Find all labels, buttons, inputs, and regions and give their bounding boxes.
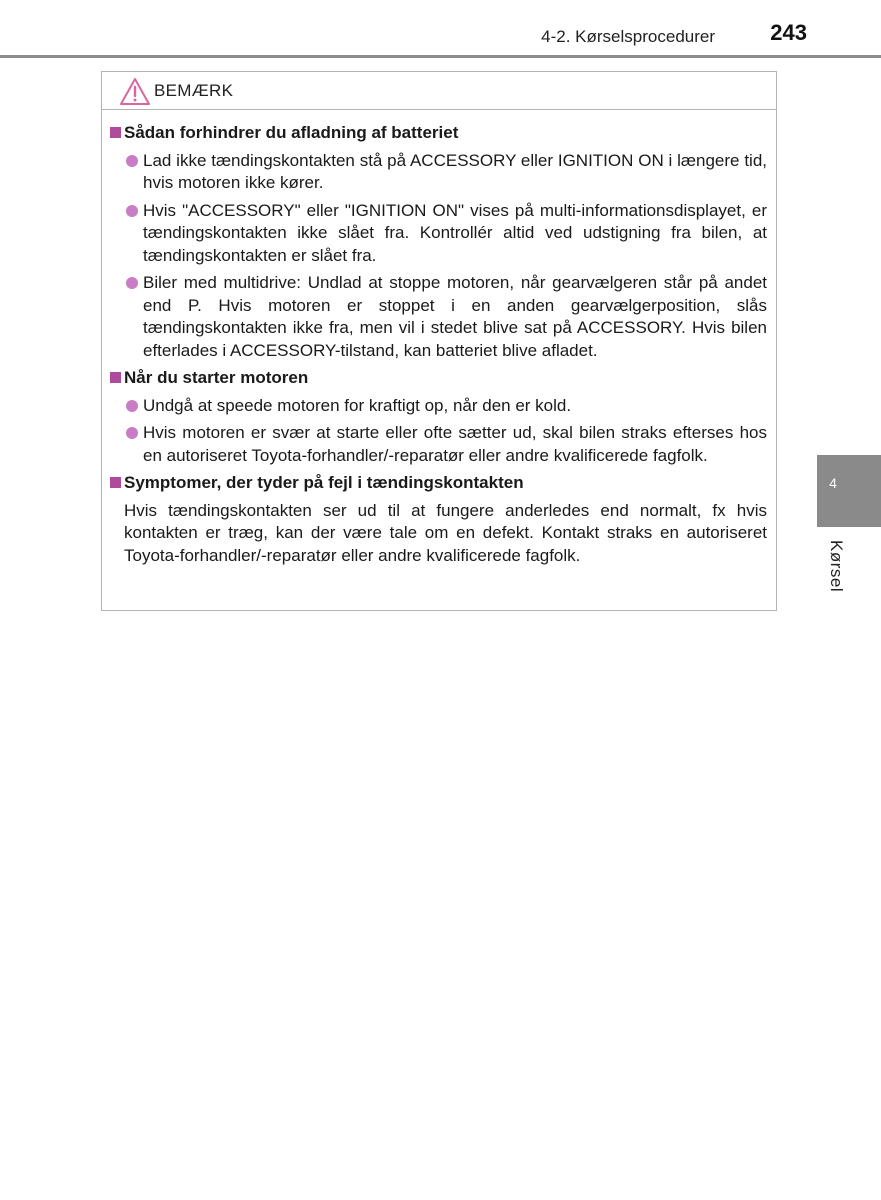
section-paragraph: Hvis tændingskontakten ser ud til at fungere anderledes end normalt, fx hvis kontakten er træg, kan der være tale om en defekt. Kontakt straks en autoriseret Toyota-forhandler/-reparatør eller andre kvalificerede fagfolk. (124, 500, 767, 565)
chapter-title: 4-2. Kørselsprocedurer (541, 27, 715, 46)
list-item (102, 395, 776, 418)
list-item-text: Undgå at speede motoren for kraftigt op, når den er kold. (143, 395, 572, 415)
notice-box (101, 71, 777, 611)
round-bullet-icon (126, 427, 138, 439)
square-bullet-icon (110, 127, 121, 138)
list-item-text: Biler med multidrive: Undlad at stoppe motoren, når gearvælgeren står på andet end P. Hvis motoren er stoppet i en anden gearvælgerposition, slås tændingskontakten ikke fra, men vil i stedet blive sat på ACCESSORY. Hvis bilen efterlades i ACCESSORY-tilstand, kan batteriet blive afladet. (143, 273, 767, 360)
header-divider (0, 55, 881, 58)
section-title-text: Sådan forhindrer du afladning af batteriet (124, 123, 459, 142)
section-title (102, 367, 776, 390)
notice-header (102, 72, 776, 110)
list-item (102, 272, 776, 362)
square-bullet-icon (110, 477, 121, 488)
chapter-tab-number: 4 (829, 475, 837, 491)
notice-title: BEMÆRK (154, 81, 234, 100)
round-bullet-icon (126, 205, 138, 217)
round-bullet-icon (126, 400, 138, 412)
section-title-text: Når du starter motoren (124, 368, 309, 387)
chapter-tab[interactable] (817, 455, 881, 527)
round-bullet-icon (126, 277, 138, 289)
page-number: 243 (770, 20, 807, 45)
list-item (102, 150, 776, 195)
list-item (102, 200, 776, 268)
list-item-text: Hvis "ACCESSORY" eller "IGNITION ON" vises på multi-informationsdisplayet, er tændingskontakten ikke slået fra. Kontrollér altid ved udstigning fra bilen, at tændingskontakten er slået fra. (143, 200, 767, 265)
list-item-text: Lad ikke tændingskontakten stå på ACCESSORY eller IGNITION ON i længere tid, hvis motoren ikke kører. (143, 150, 767, 192)
list-item-text: Hvis motoren er svær at starte eller ofte sætter ud, skal bilen straks efterses hos en autoriseret Toyota-forhandler/-reparatør eller andre kvalificerede fagfolk. (143, 423, 767, 465)
chapter-tab-label: Kørsel (827, 540, 846, 593)
section-title (102, 472, 776, 495)
list-item (102, 422, 776, 467)
warning-triangle-icon (119, 77, 151, 106)
notice-body (102, 122, 776, 567)
section-title (102, 122, 776, 145)
section-title-text: Symptomer, der tyder på fejl i tændingskontakten (124, 473, 524, 492)
square-bullet-icon (110, 372, 121, 383)
round-bullet-icon (126, 155, 138, 167)
